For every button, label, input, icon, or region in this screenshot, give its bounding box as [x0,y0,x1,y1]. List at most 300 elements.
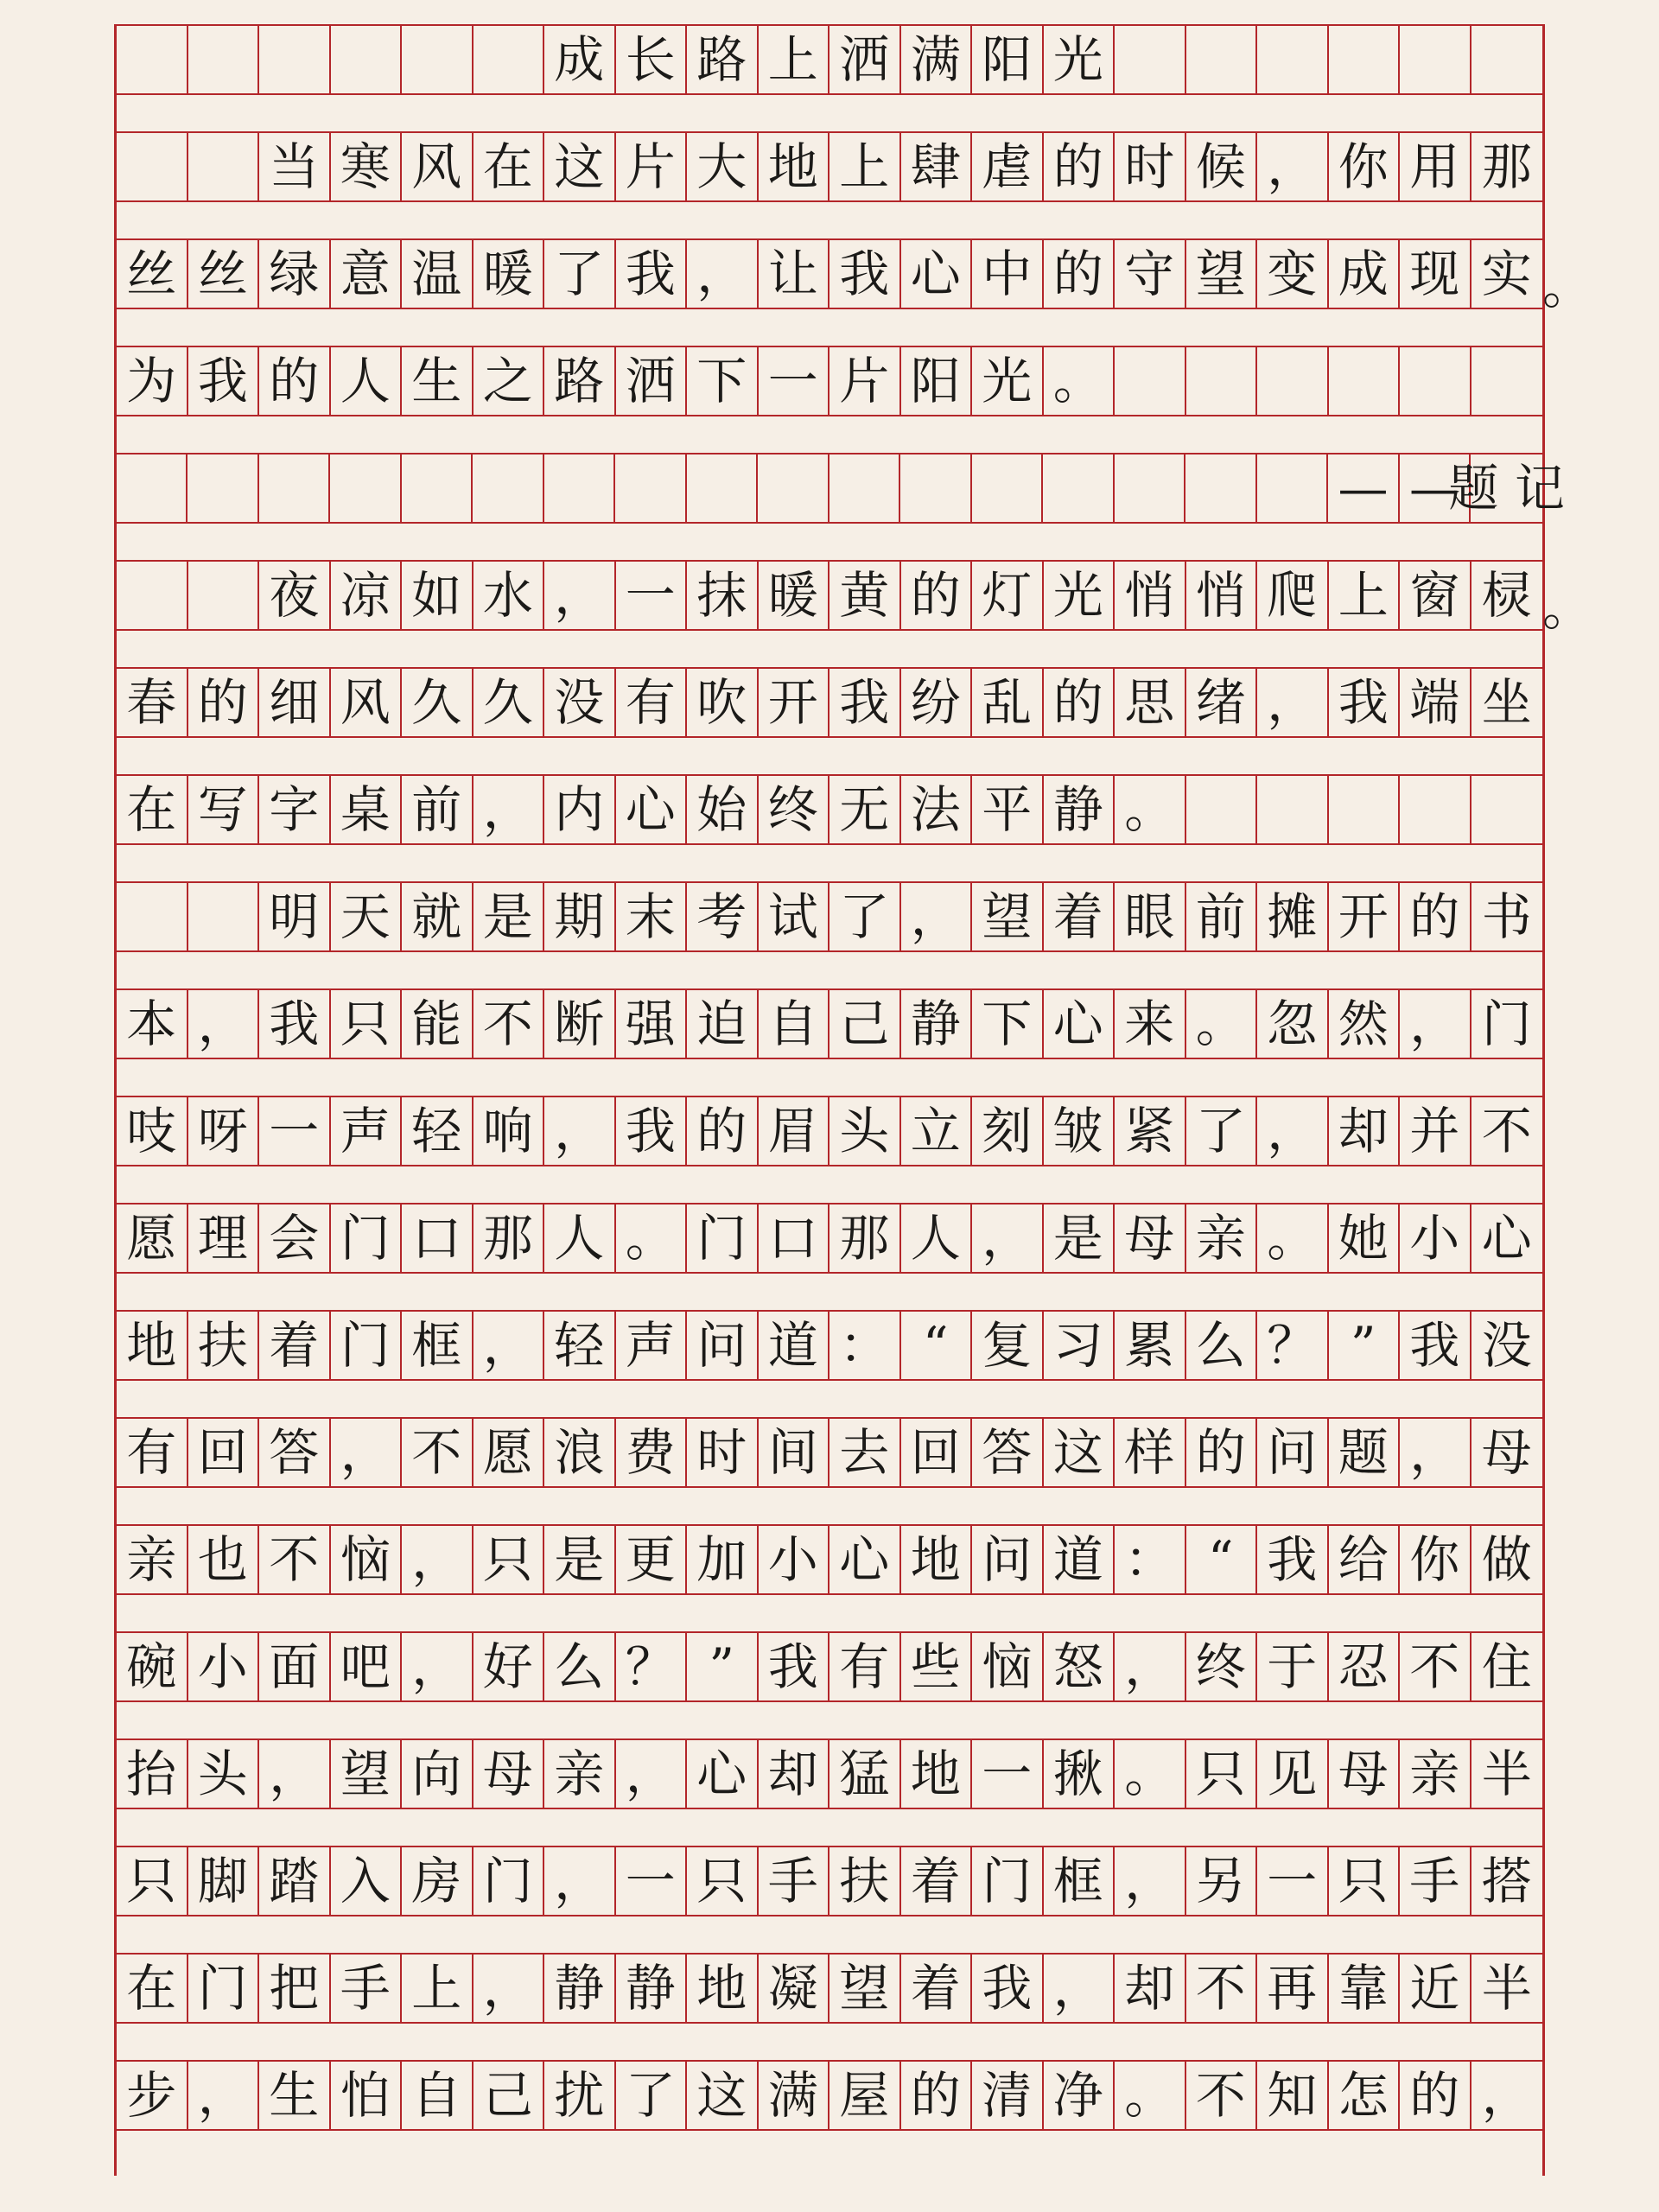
grid-cell: 做 [1481,1530,1532,1589]
grid-cell: 样 [1115,1419,1186,1486]
paper-line-3 [117,238,1593,346]
grid-cell: ： [830,1312,901,1379]
grid-cell [1115,454,1185,522]
grid-cell: 末 [616,883,688,950]
grid-cell: 怕 [331,2062,403,2129]
grid-cell [1186,776,1258,843]
grid-cell: 着 [1044,883,1116,950]
grid-cell: ， [474,1955,545,2022]
grid-cell: ， [474,1312,545,1379]
grid-cell: 一 [759,347,830,415]
grid-cell: 着 [259,1312,331,1379]
grid-cell [1329,26,1401,93]
grid-cell: 丝 [117,240,188,308]
grid-cell: 天 [331,883,403,950]
grid-cell: 路 [544,347,616,415]
grid-cell: ， [1257,669,1329,736]
grid-cell: 我 [1329,669,1401,736]
grid-cell: ， [1115,1633,1186,1700]
grid-row [117,24,1542,95]
grid-cell: 人 [331,347,403,415]
grid-cell: 地 [117,1312,188,1379]
grid-cell: ， [1115,1847,1186,1915]
grid-cell: “ [901,1312,973,1379]
grid-cell: 么 [1186,1312,1258,1379]
grid-cell: 一 [1257,1847,1329,1915]
grid-cell: 扶 [188,1312,260,1379]
grid-cell: 给 [1329,1526,1401,1593]
grid-cell: ， [1400,1419,1471,1486]
grid-cell: ” [687,1633,759,1700]
grid-row [117,1310,1542,1381]
grid-cell: 本 [117,990,188,1058]
grid-cell: 始 [687,776,759,843]
grid-cell: 前 [1186,883,1258,950]
grid-cell [1043,454,1114,522]
grid-cell: 于 [1257,1633,1329,1700]
grid-cell: 风 [331,669,403,736]
grid-cell: 开 [1329,883,1401,950]
grid-cell: 却 [1115,1955,1186,2022]
grid-cell: ， [1481,2066,1532,2125]
grid-cell [687,454,758,522]
grid-cell: 上 [1329,562,1401,629]
grid-cell [1257,454,1328,522]
grid-cell: 暖 [759,562,830,629]
grid-cell: 终 [759,776,830,843]
grid-row [117,667,1542,738]
paper-line-1 [117,24,1542,131]
grid-cell: 如 [402,562,474,629]
grid-cell: 洒 [616,347,688,415]
grid-cell: 我 [616,240,688,308]
grid-cell: 是 [474,883,545,950]
grid-cell: 摊 [1257,883,1329,950]
paper-line-2 [117,131,1542,238]
grid-cell: 为 [117,347,188,415]
grid-cell: 理 [188,1205,260,1272]
grid-cell [615,454,686,522]
grid-cell: 悄 [1186,562,1258,629]
grid-cell: 在 [474,133,545,200]
grid-cell: 现 [1400,240,1471,308]
grid-cell: 久 [474,669,545,736]
paper-line-10 [117,988,1542,1096]
grid-cell: 平 [972,776,1044,843]
grid-cell: 上 [759,26,830,93]
grid-cell: 步 [117,2062,188,2129]
grid-cell: 的 [1044,133,1116,200]
grid-cell: ， [972,1205,1044,1272]
grid-cell [544,454,615,522]
grid-cell: 。 [1115,2062,1186,2129]
grid-cell: 地 [687,1955,759,2022]
grid-cell: 有 [830,1633,901,1700]
grid-cell: 你 [1400,1526,1471,1593]
grid-cell: 门 [188,1955,260,2022]
grid-cell: 些 [901,1633,973,1700]
grid-row [117,131,1542,202]
grid-cell: 不 [259,1526,331,1593]
grid-cell: 复 [972,1312,1044,1379]
grid-cell [1186,347,1258,415]
grid-cell: 母 [474,1740,545,1808]
overhang-punctuation: 。 [1542,257,1593,315]
grid-cell: 头 [188,1740,260,1808]
grid-cell: 了 [830,883,901,950]
grid-cell: 写 [188,776,260,843]
grid-cell: 也 [188,1526,260,1593]
grid-cell: 坐 [1481,673,1532,732]
grid-cell: 她 [1329,1205,1401,1272]
paper-line-17 [117,1738,1542,1846]
grid-cell: 愿 [117,1205,188,1272]
grid-cell: 手 [331,1955,403,2022]
grid-cell: 题 [1329,1419,1401,1486]
grid-row [117,346,1542,416]
grid-cell [1257,347,1329,415]
grid-cell: 近 [1400,1955,1471,2022]
grid-cell: 不 [1400,1633,1471,1700]
grid-cell: 人 [544,1205,616,1272]
grid-cell: 绪 [1186,669,1258,736]
grid-cell: 。 [616,1205,688,1272]
grid-cell: ， [544,1847,616,1915]
grid-cell: 门 [1481,995,1532,1053]
grid-row [117,2060,1542,2131]
grid-cell: 清 [972,2062,1044,2129]
grid-cell: 猛 [830,1740,901,1808]
grid-cell: 入 [331,1847,403,1915]
grid-cell: 洒 [830,26,901,93]
grid-cell: 道 [1044,1526,1116,1593]
grid-cell: 浪 [544,1419,616,1486]
grid-cell: 不 [1186,2062,1258,2129]
grid-cell: 小 [759,1526,830,1593]
grid-cell [474,26,545,93]
grid-cell: 亲 [1400,1740,1471,1808]
grid-cell: 费 [616,1419,688,1486]
grid-cell: ， [188,2062,260,2129]
grid-cell: 思 [1115,669,1186,736]
grid-cell: 小 [188,1633,260,1700]
grid-cell: 己 [830,990,901,1058]
grid-cell: 桌 [331,776,403,843]
grid-cell: 凉 [331,562,403,629]
grid-cell [402,454,473,522]
grid-cell: 怒 [1044,1633,1116,1700]
grid-cell: 爬 [1257,562,1329,629]
grid-cell: ， [331,1419,403,1486]
grid-row [117,1203,1542,1274]
grid-cell: 答 [259,1419,331,1486]
grid-cell: 扶 [830,1847,901,1915]
grid-cell: ， [544,562,616,629]
grid-cell: 不 [1186,1955,1258,2022]
grid-cell: 寒 [331,133,403,200]
grid-cell: 静 [1044,776,1116,843]
grid-row [117,238,1542,309]
grid-cell: 实 [1481,245,1532,303]
grid-cell [1115,347,1186,415]
grid-cell: 我 [1257,1526,1329,1593]
grid-cell: 更 [616,1526,688,1593]
grid-cell: 刻 [972,1097,1044,1165]
grid-cell [188,883,260,950]
grid-cell: ， [616,1740,688,1808]
paper-line-16 [117,1631,1542,1738]
grid-cell: 亲 [117,1526,188,1593]
grid-cell: 累 [1115,1312,1186,1379]
grid-cell: 面 [259,1633,331,1700]
grid-cell: 口 [402,1205,474,1272]
grid-cell: 了 [1186,1097,1258,1165]
grid-cell: 脚 [188,1847,260,1915]
grid-cell: 向 [402,1740,474,1808]
grid-cell: 恼 [972,1633,1044,1700]
grid-cell: 我 [259,990,331,1058]
grid-cell: 我 [972,1955,1044,2022]
grid-row [117,1417,1542,1488]
grid-cell [1471,347,1543,415]
grid-cell: 框 [1044,1847,1116,1915]
grid-cell [188,133,260,200]
grid-row [117,1953,1542,2024]
grid-cell: 立 [901,1097,973,1165]
grid-cell: 不 [474,990,545,1058]
grid-cell: 手 [759,1847,830,1915]
grid-cell: 我 [1400,1312,1471,1379]
grid-cell: 。 [1186,990,1258,1058]
grid-cell: 亲 [544,1740,616,1808]
grid-cell: ， [402,1633,474,1700]
grid-cell: 我 [830,240,901,308]
grid-cell: 忽 [1257,990,1329,1058]
grid-cell: 的 [188,669,260,736]
grid-cell [1400,347,1471,415]
grid-cell: 光 [1044,562,1116,629]
grid-cell: — [1328,454,1399,522]
grid-cell: 着 [901,1847,973,1915]
grid-cell: 长 [616,26,688,93]
grid-cell: 水 [474,562,545,629]
grid-cell [1471,776,1543,843]
grid-cell: 夜 [259,562,331,629]
grid-cell: 片 [830,347,901,415]
grid-cell: 生 [259,2062,331,2129]
overhang-punctuation: 。 [1542,578,1593,637]
grid-cell [1400,26,1471,93]
grid-cell: 门 [331,1312,403,1379]
grid-cell: 去 [830,1419,901,1486]
grid-cell: 一 [616,562,688,629]
grid-cell: 在 [117,776,188,843]
grid-cell: ， [687,240,759,308]
grid-cell: 好 [474,1633,545,1700]
grid-cell: 然 [1329,990,1401,1058]
grid-cell [188,454,258,522]
grid-cell: 。 [1257,1205,1329,1272]
grid-cell: 灯 [972,562,1044,629]
grid-cell [117,133,188,200]
grid-cell: 法 [901,776,973,843]
grid-cell: 另 [1186,1847,1258,1915]
grid-cell: 把 [259,1955,331,2022]
grid-cell: 的 [901,2062,973,2129]
grid-cell: 知 [1257,2062,1329,2129]
grid-cell: 是 [544,1526,616,1593]
grid-cell: 吧 [331,1633,403,1700]
grid-cell: 试 [759,883,830,950]
grid-cell: 满 [759,2062,830,2129]
grid-cell: 我 [188,347,260,415]
grid-cell: 望 [972,883,1044,950]
grid-cell [1185,454,1256,522]
grid-cell [259,454,330,522]
grid-cell: 那 [1481,137,1532,196]
grid-cell: 。 [1115,1740,1186,1808]
grid-row [117,1846,1542,1916]
grid-cell: 呀 [188,1097,260,1165]
grid-cell: 声 [616,1312,688,1379]
grid-cell: 的 [259,347,331,415]
grid-cell: 阳 [901,347,973,415]
grid-cell: 棂 [1481,566,1532,625]
grid-cell: 温 [402,240,474,308]
grid-cell: ， [259,1740,331,1808]
grid-cell: 心 [687,1740,759,1808]
grid-cell: 成 [544,26,616,93]
grid-cell: 是 [1044,1205,1116,1272]
grid-cell: 忍 [1329,1633,1401,1700]
grid-cell: 碗 [117,1633,188,1700]
grid-cell: 却 [759,1740,830,1808]
grid-cell: 净 [1044,2062,1116,2129]
grid-cell: 开 [759,669,830,736]
grid-cell: 阳 [972,26,1044,93]
grid-cell [972,454,1043,522]
grid-cell: 眉 [759,1097,830,1165]
grid-cell [402,26,474,93]
grid-cell: 问 [1257,1419,1329,1486]
grid-cell: ， [1400,990,1471,1058]
grid-cell: ， [402,1526,474,1593]
grid-cell [1257,26,1329,93]
paper-line-19 [117,1953,1542,2060]
grid-cell: 的 [1186,1419,1258,1486]
grid-cell: ， [544,1097,616,1165]
composition-paper [114,24,1593,2176]
grid-cell [259,26,331,93]
grid-cell: ， [1257,133,1329,200]
grid-cell: 用 [1400,133,1471,200]
grid-cell: 静 [616,1955,688,2022]
grid-cell: 丝 [188,240,260,308]
grid-cell: 望 [1186,240,1258,308]
grid-cell: 让 [759,240,830,308]
grid-cell: 门 [474,1847,545,1915]
grid-cell [1471,26,1543,93]
grid-cell: 吱 [117,1097,188,1165]
grid-cell: 屋 [830,2062,901,2129]
grid-cell: 不 [1481,1102,1532,1160]
grid-cell [188,26,260,93]
grid-cell: 虐 [972,133,1044,200]
grid-cell: 黄 [830,562,901,629]
grid-cell: 靠 [1329,1955,1401,2022]
grid-cell: 下 [972,990,1044,1058]
grid-cell: 心 [830,1526,901,1593]
grid-cell: 一 [616,1847,688,1915]
grid-cell: 不 [402,1419,474,1486]
grid-cell: 地 [901,1526,973,1593]
grid-cell: 纷 [901,669,973,736]
grid-cell: 踏 [259,1847,331,1915]
grid-row [117,1738,1542,1809]
grid-cell: 眼 [1115,883,1186,950]
grid-cell: 一 [972,1740,1044,1808]
grid-cell [1400,776,1471,843]
grid-cell: 望 [331,1740,403,1808]
paper-line-20 [117,2060,1542,2167]
grid-cell: 那 [474,1205,545,1272]
grid-cell: 房 [402,1847,474,1915]
grid-cell: 住 [1481,1637,1532,1696]
grid-cell: 的 [1400,883,1471,950]
paper-line-12 [117,1203,1542,1310]
grid-cell: 上 [830,133,901,200]
grid-cell [758,454,829,522]
grid-row [117,1631,1542,1702]
grid-cell: 路 [687,26,759,93]
grid-cell: 一 [259,1097,331,1165]
grid-cell: 人 [901,1205,973,1272]
grid-cell: 暖 [474,240,545,308]
grid-cell: 终 [1186,1633,1258,1700]
grid-cell: 搭 [1481,1852,1532,1910]
grid-cell [830,454,900,522]
paper-line-6 [117,560,1593,667]
paper-line-15 [117,1524,1542,1631]
grid-cell: ？ [1257,1312,1329,1379]
grid-cell [473,454,543,522]
grid-cell: 回 [901,1419,973,1486]
grid-cell: 前 [402,776,474,843]
grid-cell: “ [1186,1526,1258,1593]
grid-cell: 细 [259,669,331,736]
grid-row [117,774,1542,845]
grid-cell: 这 [687,2062,759,2129]
grid-cell: 答 [972,1419,1044,1486]
grid-cell: ： [1115,1526,1186,1593]
grid-cell: 强 [616,990,688,1058]
grid-cell: 只 [331,990,403,1058]
grid-cell: 问 [972,1526,1044,1593]
grid-cell: 心 [1481,1209,1532,1268]
grid-cell: 时 [687,1419,759,1486]
grid-cell [1329,347,1401,415]
grid-cell: 却 [1329,1097,1401,1165]
grid-cell: 题 记 [1448,459,1565,518]
grid-row [117,1524,1542,1595]
grid-cell: 抹 [687,562,759,629]
grid-cell: 的 [1400,2062,1471,2129]
grid-cell: 没 [544,669,616,736]
grid-cell: 光 [972,347,1044,415]
grid-cell: 轻 [402,1097,474,1165]
grid-cell: 春 [117,669,188,736]
paper-line-4 [117,346,1542,453]
